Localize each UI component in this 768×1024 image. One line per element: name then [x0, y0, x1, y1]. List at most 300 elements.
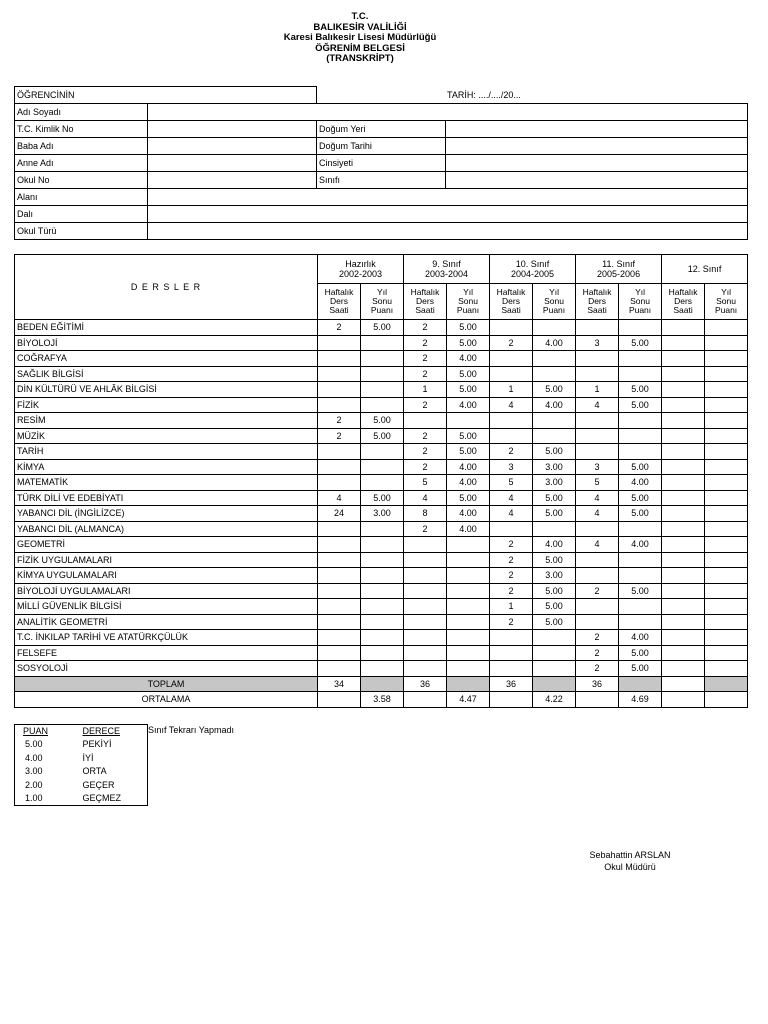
- grade-cell: 5.00: [361, 428, 404, 444]
- course-name: TARİH: [15, 444, 318, 460]
- grade-cell: [361, 521, 404, 537]
- weekly-hours-cell: 2: [490, 335, 533, 351]
- grade-cell: [705, 661, 748, 677]
- weekly-hours-cell: 2: [318, 320, 361, 336]
- weekly-hours-cell: 2: [318, 413, 361, 429]
- grade-cell: 4.00: [447, 459, 490, 475]
- grade-cell: 4.00: [619, 475, 662, 491]
- grade-cell: 5.00: [619, 645, 662, 661]
- label-dogum-yeri: Doğum Yeri: [317, 121, 446, 138]
- grade-cell: [361, 537, 404, 553]
- weekly-hours-cell: [662, 335, 705, 351]
- grade-cell: [361, 614, 404, 630]
- grade-cell: [361, 475, 404, 491]
- weekly-hours-cell: 2: [404, 521, 447, 537]
- grade-cell: [447, 552, 490, 568]
- year-header: 11. Sınıf 2005-2006: [576, 255, 662, 284]
- weekly-hours-cell: [490, 366, 533, 382]
- course-row: [15, 583, 748, 599]
- grade-cell: 5.00: [447, 490, 490, 506]
- grade-cell: [705, 351, 748, 367]
- weekly-hours-cell: [318, 552, 361, 568]
- weekly-hours-cell: 2: [490, 614, 533, 630]
- weekly-hours-cell: [318, 366, 361, 382]
- grade-cell: 5.00: [533, 490, 576, 506]
- average-row-cell: 4.47: [447, 692, 490, 708]
- year-header: 10. Sınıf 2004-2005: [490, 255, 576, 284]
- weekly-hours-cell: 2: [490, 537, 533, 553]
- grade-cell: [705, 521, 748, 537]
- course-row: [15, 568, 748, 584]
- course-row: [15, 428, 748, 444]
- average-row-cell: [576, 692, 619, 708]
- course-row: [15, 444, 748, 460]
- course-row: [15, 335, 748, 351]
- value-tc-kimlik: [148, 121, 317, 138]
- weekly-hours-cell: [490, 661, 533, 677]
- grade-cell: [705, 397, 748, 413]
- grade-cell: [705, 428, 748, 444]
- grade-cell: [361, 459, 404, 475]
- weekly-hours-cell: [576, 428, 619, 444]
- label-dali: Dalı: [15, 206, 148, 223]
- label-tc-kimlik: T.C. Kimlik No: [15, 121, 148, 138]
- weekly-hours-cell: [662, 630, 705, 646]
- grade-cell: [705, 320, 748, 336]
- grade-cell: 5.00: [447, 320, 490, 336]
- grade-cell: 5.00: [619, 661, 662, 677]
- weekly-hours-cell: 1: [576, 382, 619, 398]
- legend-derece: İYİ: [82, 752, 94, 763]
- grade-cell: 3.00: [533, 475, 576, 491]
- legend-derece: GEÇER: [82, 779, 115, 790]
- legend-row: [15, 751, 148, 765]
- grade-cell: 4.00: [533, 537, 576, 553]
- weekly-hours-cell: 4: [576, 397, 619, 413]
- average-row-cell: [662, 692, 705, 708]
- weekly-hours-cell: [662, 614, 705, 630]
- label-adi-soyadi: Adı Soyadı: [15, 104, 148, 121]
- course-name: KİMYA UYGULAMALARI: [15, 568, 318, 584]
- grade-cell: [361, 661, 404, 677]
- total-row: [15, 676, 748, 692]
- weekly-hours-cell: [662, 459, 705, 475]
- weekly-hours-cell: [318, 521, 361, 537]
- year-end-grade-header: Yıl Sonu Puanı: [361, 284, 404, 320]
- legend-row: [15, 792, 148, 806]
- weekly-hours-cell: 2: [404, 428, 447, 444]
- grade-cell: 5.00: [533, 599, 576, 615]
- grade-cell: [619, 444, 662, 460]
- weekly-hours-cell: 2: [576, 583, 619, 599]
- weekly-hours-cell: 3: [576, 459, 619, 475]
- grade-cell: [447, 583, 490, 599]
- weekly-hours-header: Haftalık Ders Saati: [490, 284, 533, 320]
- grade-cell: 5.00: [447, 366, 490, 382]
- grade-cell: [619, 351, 662, 367]
- course-name: RESİM: [15, 413, 318, 429]
- header-document-title: ÖĞRENİM BELGESİ: [315, 42, 405, 54]
- legend-puan: 1.00: [25, 793, 43, 803]
- legend-puan: 5.00: [25, 739, 43, 750]
- grade-cell: [533, 521, 576, 537]
- course-row: [15, 630, 748, 646]
- grade-cell: [705, 490, 748, 506]
- grade-cell: 4.00: [533, 397, 576, 413]
- grade-cell: 5.00: [533, 444, 576, 460]
- course-row: [15, 599, 748, 615]
- weekly-hours-cell: [662, 490, 705, 506]
- course-name: MİLLİ GÜVENLİK BİLGİSİ: [15, 599, 318, 615]
- weekly-hours-cell: [576, 599, 619, 615]
- course-row: [15, 459, 748, 475]
- grade-cell: 4.00: [619, 630, 662, 646]
- weekly-hours-cell: [404, 599, 447, 615]
- weekly-hours-cell: [318, 614, 361, 630]
- grade-cell: 5.00: [619, 335, 662, 351]
- grade-cell: [447, 537, 490, 553]
- value-adi-soyadi: [148, 104, 748, 121]
- year-end-grade-header: Yıl Sonu Puanı: [447, 284, 490, 320]
- value-dogum-tarihi: [446, 138, 748, 155]
- course-row: [15, 490, 748, 506]
- grade-cell: 4.00: [619, 537, 662, 553]
- course-name: MÜZİK: [15, 428, 318, 444]
- weekly-hours-cell: 4: [318, 490, 361, 506]
- grade-cell: 5.00: [533, 614, 576, 630]
- weekly-hours-cell: [662, 475, 705, 491]
- weekly-hours-cell: 2: [404, 351, 447, 367]
- weekly-hours-cell: 4: [576, 490, 619, 506]
- label-okul-turu: Okul Türü: [15, 223, 148, 240]
- weekly-hours-cell: [490, 413, 533, 429]
- weekly-hours-cell: 1: [490, 382, 533, 398]
- weekly-hours-cell: [318, 475, 361, 491]
- weekly-hours-cell: [576, 568, 619, 584]
- grade-cell: [705, 366, 748, 382]
- grade-cell: [533, 413, 576, 429]
- grade-cell: 5.00: [619, 583, 662, 599]
- grade-cell: [361, 583, 404, 599]
- year-end-grade-header: Yıl Sonu Puanı: [533, 284, 576, 320]
- weekly-hours-cell: [576, 351, 619, 367]
- weekly-hours-cell: 2: [404, 335, 447, 351]
- grade-cell: [361, 335, 404, 351]
- grade-cell: [705, 537, 748, 553]
- grade-cell: [619, 521, 662, 537]
- weekly-hours-cell: [404, 413, 447, 429]
- year-header: 9. Sınıf 2003-2004: [404, 255, 490, 284]
- grade-cell: 5.00: [447, 335, 490, 351]
- weekly-hours-cell: [662, 506, 705, 522]
- course-name: YABANCI DİL (İNGİLİZCE): [15, 506, 318, 522]
- weekly-hours-cell: [662, 382, 705, 398]
- total-row-label: TOPLAM: [15, 676, 318, 692]
- grade-cell: [705, 645, 748, 661]
- grade-cell: 5.00: [447, 444, 490, 460]
- weekly-hours-cell: 4: [576, 537, 619, 553]
- legend-puan-header: PUAN: [23, 726, 49, 737]
- grade-cell: 3.00: [533, 568, 576, 584]
- course-name: COĞRAFYA: [15, 351, 318, 367]
- course-row: [15, 661, 748, 677]
- weekly-hours-cell: [490, 521, 533, 537]
- grade-cell: [705, 444, 748, 460]
- weekly-hours-cell: 2: [490, 552, 533, 568]
- grade-cell: 5.00: [619, 490, 662, 506]
- weekly-hours-cell: [662, 413, 705, 429]
- weekly-hours-cell: 1: [404, 382, 447, 398]
- weekly-hours-cell: [662, 397, 705, 413]
- grade-cell: [705, 475, 748, 491]
- weekly-hours-cell: [490, 351, 533, 367]
- weekly-hours-header: Haftalık Ders Saati: [404, 284, 447, 320]
- weekly-hours-cell: [318, 444, 361, 460]
- grade-cell: 5.00: [361, 320, 404, 336]
- grade-cell: 5.00: [447, 428, 490, 444]
- grade-cell: [447, 630, 490, 646]
- grade-cell: 4.00: [533, 335, 576, 351]
- weekly-hours-cell: [662, 320, 705, 336]
- weekly-hours-cell: [318, 568, 361, 584]
- weekly-hours-cell: 2: [404, 320, 447, 336]
- label-anne-adi: Anne Adı: [15, 155, 148, 172]
- year-header: 12. Sınıf: [662, 255, 748, 284]
- grade-cell: [619, 366, 662, 382]
- weekly-hours-cell: [662, 428, 705, 444]
- weekly-hours-cell: [318, 335, 361, 351]
- legend-derece: PEKİYİ: [82, 739, 112, 750]
- grade-cell: 5.00: [361, 413, 404, 429]
- course-name: FELSEFE: [15, 645, 318, 661]
- average-row-cell: 4.22: [533, 692, 576, 708]
- weekly-hours-cell: [662, 366, 705, 382]
- weekly-hours-cell: 8: [404, 506, 447, 522]
- grade-cell: 5.00: [447, 382, 490, 398]
- average-row-cell: 4.69: [619, 692, 662, 708]
- legend-derece: ORTA: [82, 766, 107, 777]
- grade-cell: 5.00: [533, 583, 576, 599]
- grade-cell: [447, 599, 490, 615]
- grade-cell: [447, 614, 490, 630]
- total-row-cell: [447, 676, 490, 692]
- weekly-hours-cell: [318, 351, 361, 367]
- grade-cell: [619, 614, 662, 630]
- signature-name: Sebahattin ARSLAN: [589, 850, 671, 860]
- grade-cell: 4.00: [447, 397, 490, 413]
- weekly-hours-cell: 2: [490, 568, 533, 584]
- value-okul-turu: [148, 223, 748, 240]
- grade-cell: [705, 552, 748, 568]
- grade-cell: [361, 397, 404, 413]
- course-row: [15, 320, 748, 336]
- grade-cell: [361, 599, 404, 615]
- course-name: DİN KÜLTÜRÜ VE AHLÂK BİLGİSİ: [15, 382, 318, 398]
- course-row: [15, 506, 748, 522]
- weekly-hours-cell: [404, 630, 447, 646]
- label-cinsiyeti: Cinsiyeti: [317, 155, 446, 172]
- weekly-hours-cell: [318, 583, 361, 599]
- weekly-hours-cell: [576, 444, 619, 460]
- grade-cell: [619, 599, 662, 615]
- grade-cell: [619, 552, 662, 568]
- grade-cell: [361, 645, 404, 661]
- grade-cell: [447, 413, 490, 429]
- weekly-hours-cell: 24: [318, 506, 361, 522]
- weekly-hours-cell: 5: [490, 475, 533, 491]
- course-name: T.C. İNKILAP TARİHİ VE ATATÜRKÇÜLÜK: [15, 630, 318, 646]
- header-transcript: (TRANSKRİPT): [326, 53, 394, 64]
- grade-cell: [705, 335, 748, 351]
- weekly-hours-cell: [662, 645, 705, 661]
- weekly-hours-cell: 2: [576, 661, 619, 677]
- course-name: FİZİK: [15, 397, 318, 413]
- weekly-hours-header: Haftalık Ders Saati: [318, 284, 361, 320]
- weekly-hours-cell: 2: [318, 428, 361, 444]
- grade-cell: [619, 568, 662, 584]
- grade-cell: [447, 645, 490, 661]
- course-row: [15, 413, 748, 429]
- weekly-hours-cell: [662, 661, 705, 677]
- grade-cell: [361, 630, 404, 646]
- course-row: [15, 397, 748, 413]
- value-cinsiyeti: [446, 155, 748, 172]
- year-header: Hazırlık 2002-2003: [318, 255, 404, 284]
- weekly-hours-cell: [490, 428, 533, 444]
- grade-cell: [705, 459, 748, 475]
- document-header: [0, 12, 720, 65]
- course-row: [15, 351, 748, 367]
- grade-cell: [705, 583, 748, 599]
- average-row: [15, 692, 748, 708]
- weekly-hours-cell: [318, 397, 361, 413]
- weekly-hours-cell: 4: [490, 490, 533, 506]
- weekly-hours-cell: [404, 568, 447, 584]
- grade-cell: [619, 413, 662, 429]
- student-section-label: ÖĞRENCİNİN: [15, 87, 317, 104]
- course-name: GEOMETRİ: [15, 537, 318, 553]
- weekly-hours-cell: [318, 537, 361, 553]
- grade-cell: 3.00: [361, 506, 404, 522]
- course-name: BİYOLOJİ UYGULAMALARI: [15, 583, 318, 599]
- header-tc: T.C.: [351, 11, 369, 22]
- label-baba-adi: Baba Adı: [15, 138, 148, 155]
- course-name: FİZİK UYGULAMALARI: [15, 552, 318, 568]
- course-name: SOSYOLOJİ: [15, 661, 318, 677]
- grade-cell: [361, 444, 404, 460]
- weekly-hours-cell: 1: [490, 599, 533, 615]
- grade-cell: 5.00: [533, 382, 576, 398]
- date-label: TARİH: ..../..../20...: [447, 89, 521, 100]
- weekly-hours-cell: [662, 583, 705, 599]
- total-row-cell: [619, 676, 662, 692]
- weekly-hours-cell: 2: [404, 366, 447, 382]
- grade-cell: 5.00: [619, 397, 662, 413]
- total-row-cell: 36: [576, 676, 619, 692]
- weekly-hours-cell: [404, 583, 447, 599]
- label-alani: Alanı: [15, 189, 148, 206]
- course-name: SAĞLIK BİLGİSİ: [15, 366, 318, 382]
- course-name: TÜRK DİLİ VE EDEBİYATI: [15, 490, 318, 506]
- course-name: BİYOLOJİ: [15, 335, 318, 351]
- value-sinifi: [446, 172, 748, 189]
- grade-cell: [533, 661, 576, 677]
- course-row: [15, 366, 748, 382]
- grade-cell: [447, 661, 490, 677]
- weekly-hours-cell: [490, 630, 533, 646]
- grade-cell: 3.00: [533, 459, 576, 475]
- weekly-hours-cell: [662, 444, 705, 460]
- repeat-note: Sınıf Tekrarı Yapmadı: [148, 725, 235, 735]
- weekly-hours-header: Haftalık Ders Saati: [662, 284, 705, 320]
- weekly-hours-cell: 3: [576, 335, 619, 351]
- header-governorship: BALIKESİR VALİLİĞİ: [313, 21, 407, 33]
- grade-cell: [533, 428, 576, 444]
- header-school: Karesi Balıkesir Lisesi Müdürlüğü: [283, 32, 437, 43]
- label-okul-no: Okul No: [15, 172, 148, 189]
- grade-cell: 5.00: [361, 490, 404, 506]
- grade-cell: [361, 351, 404, 367]
- value-okul-no: [148, 172, 317, 189]
- course-row: [15, 537, 748, 553]
- average-row-cell: [490, 692, 533, 708]
- grade-cell: [705, 506, 748, 522]
- weekly-hours-cell: [662, 599, 705, 615]
- legend-row: [15, 765, 148, 779]
- grade-cell: [533, 366, 576, 382]
- average-row-cell: 3.58: [361, 692, 404, 708]
- average-row-cell: [404, 692, 447, 708]
- weekly-hours-cell: [404, 661, 447, 677]
- weekly-hours-cell: [662, 568, 705, 584]
- grade-cell: 4.00: [447, 475, 490, 491]
- weekly-hours-cell: [318, 459, 361, 475]
- weekly-hours-cell: [318, 599, 361, 615]
- course-name: BEDEN EĞİTİMİ: [15, 320, 318, 336]
- weekly-hours-cell: [576, 521, 619, 537]
- weekly-hours-cell: [576, 366, 619, 382]
- grade-cell: [533, 630, 576, 646]
- grade-cell: [705, 413, 748, 429]
- legend-derece: GEÇMEZ: [82, 793, 122, 803]
- weekly-hours-cell: 4: [576, 506, 619, 522]
- grade-cell: [619, 320, 662, 336]
- grades-table: [14, 254, 748, 708]
- grade-cell: [705, 630, 748, 646]
- weekly-hours-cell: 4: [490, 397, 533, 413]
- weekly-hours-cell: 5: [576, 475, 619, 491]
- weekly-hours-cell: [662, 537, 705, 553]
- grade-cell: [361, 552, 404, 568]
- legend-puan: 3.00: [25, 766, 43, 777]
- grade-legend: [14, 724, 148, 806]
- legend-puan: 2.00: [25, 779, 43, 790]
- grade-cell: [361, 382, 404, 398]
- weekly-hours-cell: 4: [404, 490, 447, 506]
- weekly-hours-cell: [490, 645, 533, 661]
- total-row-cell: [705, 676, 748, 692]
- grade-cell: [705, 382, 748, 398]
- weekly-hours-cell: [404, 614, 447, 630]
- label-dogum-tarihi: Doğum Tarihi: [317, 138, 446, 155]
- value-dogum-yeri: [446, 121, 748, 138]
- weekly-hours-cell: 5: [404, 475, 447, 491]
- weekly-hours-cell: 4: [490, 506, 533, 522]
- course-row: [15, 614, 748, 630]
- value-baba-adi: [148, 138, 317, 155]
- grade-cell: [705, 599, 748, 615]
- legend-derece-header: DERECE: [82, 726, 121, 737]
